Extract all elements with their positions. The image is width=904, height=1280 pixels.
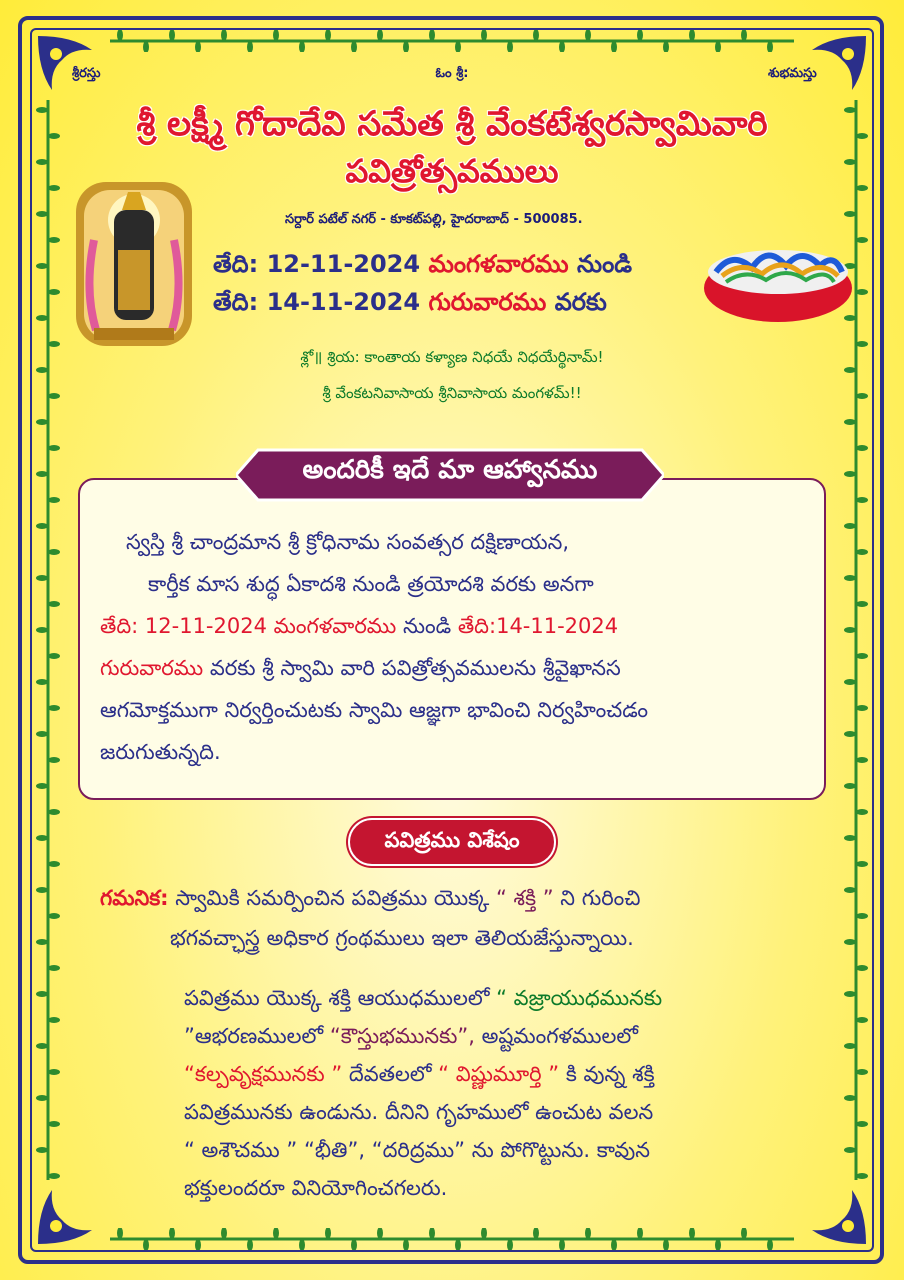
sloka-line-2: శ్రీ వేంకటనివాసాయ శ్రీనివాసాయ మంగళమ్!!: [322, 384, 582, 402]
invite-line-5: ఆగమోక్తముగా నిర్వర్తించుటకు స్వామి ఆజ్ఞగా భావించి నిర్వహించడం: [100, 698, 649, 722]
venue-address: సర్దార్ పటేల్ నగర్ - కూకట్‌పల్లి, హైదరాబాద్ - 500085.: [285, 212, 583, 227]
para-line-2-a: ”ఆభరణములలో: [184, 1024, 324, 1048]
header-om-sri: ఓం శ్రీ:: [435, 66, 469, 81]
corner-ornament-bottom-left: [32, 1180, 102, 1250]
invite-line-3: [100, 614, 618, 644]
left-vine-decoration: [36, 100, 60, 1180]
para-line-6: భక్తులందరూ వినియోగించగలరు.: [184, 1176, 448, 1200]
invite-start-date: తేది: 12-11-2024: [100, 614, 267, 638]
para-line-1-text: పవిత్రము యొక్క శక్తి ఆయుధములలో: [184, 986, 490, 1010]
header-srirastu: శ్రీరస్తు: [72, 66, 101, 81]
para-vajrayudha: “ వజ్రాయుధమునకు: [496, 986, 663, 1010]
invite-start-day: మంగళవారము: [273, 614, 397, 638]
para-line-1: [184, 986, 662, 1016]
para-line-4: పవిత్రమునకు ఉండును. దీనిని గృహములో ఉంచుట వలన: [184, 1100, 654, 1124]
note-line-1-end: ని గురించి: [560, 886, 641, 910]
end-day: గురువారము: [428, 288, 547, 316]
invite-end-date: తేది:14-11-2024: [457, 614, 619, 638]
invite-line-1: స్వస్తి శ్రీ చాంద్రమాన శ్రీ క్రోధినామ సంవత్సర దక్షిణాయన,: [126, 530, 570, 554]
bottom-vine-decoration: [110, 1228, 794, 1250]
invite-line-4: [100, 656, 621, 686]
corner-ornament-bottom-right: [802, 1180, 872, 1250]
main-title: శ్రీ లక్ష్మీ గోదాదేవి సమేత శ్రీ వేంకటేశ్వరస్వామివారి: [136, 104, 768, 144]
start-date: తేది: 12-11-2024: [213, 250, 421, 278]
note-line-2: భగవచ్ఛాస్త్ర అధికార గ్రంథములు ఇలా తెలియజేస్తున్నాయి.: [170, 926, 634, 950]
para-kalpavriksha: “కల్పవృక్షమునకు ”: [184, 1062, 343, 1086]
para-kaustubha: “కౌస్తుభమునకు”,: [329, 1024, 475, 1048]
para-line-5: [184, 1138, 650, 1168]
sub-title: పవిత్రోత్సవములు: [345, 152, 559, 190]
corner-ornament-top-left: [32, 30, 102, 100]
top-vine-decoration: [110, 30, 794, 52]
pavitram-bowl-image: [702, 232, 854, 324]
end-suffix: వరకు: [554, 288, 607, 316]
para-daridramu: “దరిద్రము”: [371, 1138, 466, 1162]
invite-line-2: కార్తీక మాస శుద్ధ ఏకాదశి నుండి త్రయోదశి వరకు అనగా: [148, 572, 594, 596]
sloka-line-1: శ్లో॥ శ్రియ: కాంతాయ కళ్యాణ నిధయే నిధయేర్థినామ్!: [300, 348, 604, 366]
invitation-banner-text: అందరికీ ఇదే మా ఆహ్వానము: [302, 455, 598, 485]
note-line-1: [100, 886, 640, 916]
end-date-line: [213, 288, 607, 322]
para-line-2-b: అష్టమంగళములలో: [481, 1024, 639, 1048]
para-vishnumurthy: “ విష్ణుమూర్తి ”: [438, 1062, 560, 1086]
para-ashaucham: “ అశౌచము ”: [184, 1138, 298, 1162]
para-line-3-a: దేవతలలో: [348, 1062, 432, 1086]
special-banner-text: పవిత్రము విశేషం: [384, 828, 520, 852]
note-line-1-text: స్వామికి సమర్పించిన పవిత్రము యొక్క: [175, 886, 490, 910]
start-date-line: [213, 250, 632, 284]
start-suffix: నుండి: [576, 250, 633, 278]
para-bheeti: “భీతి”,: [303, 1138, 366, 1162]
invite-end-day: గురువారము: [100, 656, 204, 680]
para-line-5-b: ను పోగొట్టును. కావున: [471, 1138, 650, 1162]
note-shakti: “ శక్తి ”: [495, 886, 554, 910]
para-line-2: [184, 1024, 638, 1054]
deity-image: [74, 180, 194, 348]
header-subhamastu: శుభమస్తు: [768, 66, 817, 81]
note-label: గమనిక:: [100, 886, 169, 910]
para-line-3: [184, 1062, 655, 1092]
para-line-3-b: కి వున్న శక్తి: [565, 1062, 655, 1086]
start-day: మంగళవారము: [428, 250, 569, 278]
invite-line-4-text: వరకు శ్రీ స్వామి వారి పవిత్రోత్సవములను శ్రీవైఖానస: [209, 656, 621, 680]
invite-line-6: జరుగుతున్నది.: [100, 740, 221, 764]
invite-from: నుండి: [402, 614, 452, 638]
corner-ornament-top-right: [802, 30, 872, 100]
end-date: తేది: 14-11-2024: [213, 288, 421, 316]
